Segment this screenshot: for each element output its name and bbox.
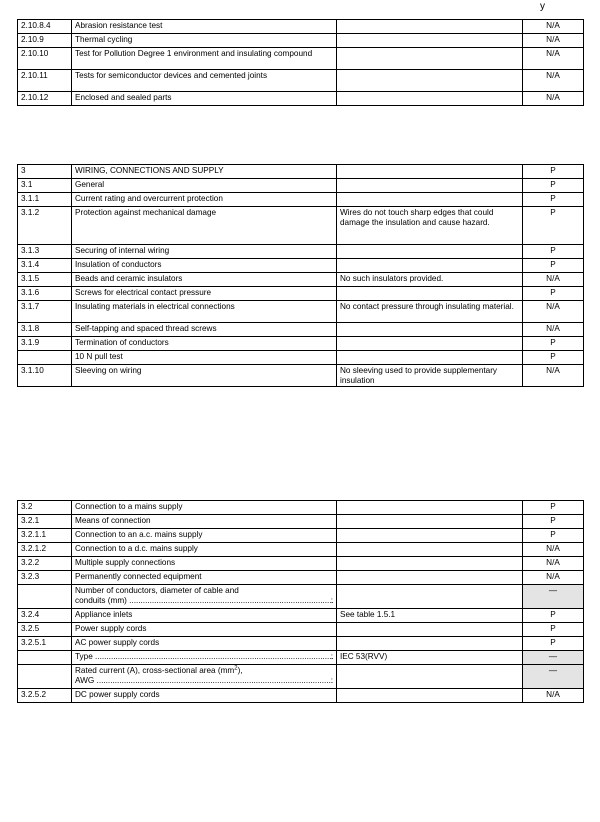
clause-requirement: Self-tapping and spaced thread screws — [72, 323, 337, 337]
clause-verdict: N/A — [523, 543, 584, 557]
clause-verdict: N/A — [523, 557, 584, 571]
clause-verdict: N/A — [523, 70, 584, 92]
clause-verdict: N/A — [523, 301, 584, 323]
clause-verdict: N/A — [523, 365, 584, 387]
clause-requirement: Protection against mechanical damage — [72, 207, 337, 245]
clause-requirement: Multiple supply connections — [72, 557, 337, 571]
clause-result: No contact pressure through insulating material. — [337, 301, 523, 323]
clause-requirement: DC power supply cords — [72, 689, 337, 703]
clause-requirement: Abrasion resistance test — [72, 20, 337, 34]
table-row — [18, 273, 584, 287]
clause-requirement: Current rating and overcurrent protection — [72, 193, 337, 207]
clause-ref: 3.2.3 — [18, 571, 72, 585]
clause-ref — [18, 665, 72, 689]
clause-verdict: N/A — [523, 34, 584, 48]
clause-verdict: — — [523, 665, 584, 689]
clause-ref: 3.1.7 — [18, 301, 72, 323]
clause-result — [337, 20, 523, 34]
clause-result — [337, 323, 523, 337]
clause-result — [337, 48, 523, 70]
table-row — [18, 259, 584, 273]
table-row — [18, 34, 584, 48]
table-row — [18, 193, 584, 207]
leader-colon: : — [330, 595, 333, 605]
requirement-line: Number of conductors, diameter of cable and — [75, 586, 239, 595]
dotted-leader — [75, 652, 333, 662]
clause-requirement — [72, 651, 337, 665]
clause-result: No such insulators provided. — [337, 273, 523, 287]
clause-ref: 3.1.2 — [18, 207, 72, 245]
clause-ref: 3.2.5 — [18, 623, 72, 637]
clause-result — [337, 351, 523, 365]
clause-table-1 — [17, 19, 584, 106]
clause-ref: 3.1.1 — [18, 193, 72, 207]
clause-table-2 — [17, 164, 584, 387]
clause-requirement: Connection to a d.c. mains supply — [72, 543, 337, 557]
clause-verdict: P — [523, 193, 584, 207]
clause-result — [337, 34, 523, 48]
clause-requirement: Insulation of conductors — [72, 259, 337, 273]
requirement-text: Rated current (A), cross-sectional area (mm — [75, 666, 235, 675]
table-row — [18, 529, 584, 543]
clause-result: No sleeving used to provide supplementary insulation — [337, 365, 523, 387]
clause-verdict: N/A — [523, 323, 584, 337]
clause-requirement: General — [72, 179, 337, 193]
clause-verdict: P — [523, 351, 584, 365]
clause-result — [337, 623, 523, 637]
clause-result — [337, 70, 523, 92]
clause-requirement: WIRING, CONNECTIONS AND SUPPLY — [72, 165, 337, 179]
table-row — [18, 585, 584, 609]
clause-requirement — [72, 665, 337, 689]
clause-verdict: P — [523, 637, 584, 651]
clause-requirement: AC power supply cords — [72, 637, 337, 651]
clause-requirement: Permanently connected equipment — [72, 571, 337, 585]
clause-ref: 2.10.12 — [18, 92, 72, 106]
clause-ref: 3.1.9 — [18, 337, 72, 351]
clause-requirement — [72, 585, 337, 609]
table-row — [18, 689, 584, 703]
table-row — [18, 301, 584, 323]
clause-ref — [18, 651, 72, 665]
clause-verdict: P — [523, 501, 584, 515]
clause-ref: 3.2 — [18, 501, 72, 515]
clause-verdict: — — [523, 585, 584, 609]
clause-requirement: Thermal cycling — [72, 34, 337, 48]
clause-ref: 3.2.1 — [18, 515, 72, 529]
clause-requirement: Tests for semiconductor devices and cemented joints — [72, 70, 337, 92]
page-mark: y — [540, 1, 545, 12]
clause-ref: 3.2.1.2 — [18, 543, 72, 557]
clause-requirement: Beads and ceramic insulators — [72, 273, 337, 287]
clause-ref: 3.2.5.2 — [18, 689, 72, 703]
clause-verdict: N/A — [523, 273, 584, 287]
clause-verdict: N/A — [523, 689, 584, 703]
clause-ref — [18, 585, 72, 609]
clause-ref — [18, 351, 72, 365]
clause-verdict: P — [523, 609, 584, 623]
clause-verdict: — — [523, 651, 584, 665]
clause-result: See table 1.5.1 — [337, 609, 523, 623]
table-row — [18, 165, 584, 179]
table-row — [18, 365, 584, 387]
clause-result — [337, 165, 523, 179]
clause-ref: 3.1.8 — [18, 323, 72, 337]
clause-result — [337, 515, 523, 529]
table-row — [18, 609, 584, 623]
table-row — [18, 665, 584, 689]
clause-result — [337, 179, 523, 193]
clause-verdict: N/A — [523, 92, 584, 106]
clause-verdict: P — [523, 529, 584, 543]
clause-table-3 — [17, 500, 584, 703]
clause-result — [337, 529, 523, 543]
clause-ref: 3 — [18, 165, 72, 179]
table-row — [18, 179, 584, 193]
clause-result — [337, 337, 523, 351]
clause-result: Wires do not touch sharp edges that could damage the insulation and cause hazard. — [337, 207, 523, 245]
table-row — [18, 571, 584, 585]
clause-ref: 3.1.4 — [18, 259, 72, 273]
requirement-line: Type — [75, 652, 93, 661]
clause-result — [337, 543, 523, 557]
clause-result — [337, 92, 523, 106]
clause-result — [337, 245, 523, 259]
table-row — [18, 20, 584, 34]
clause-requirement: Connection to an a.c. mains supply — [72, 529, 337, 543]
table-row — [18, 623, 584, 637]
table-row — [18, 501, 584, 515]
clause-ref: 3.1.6 — [18, 287, 72, 301]
table-row — [18, 245, 584, 259]
table-row — [18, 351, 584, 365]
clause-requirement: Securing of internal wiring — [72, 245, 337, 259]
clause-ref: 2.10.11 — [18, 70, 72, 92]
clause-requirement: 10 N pull test — [72, 351, 337, 365]
clause-requirement: Means of connection — [72, 515, 337, 529]
clause-result — [337, 689, 523, 703]
clause-result — [337, 665, 523, 689]
clause-result: IEC 53(RVV) — [337, 651, 523, 665]
clause-requirement: Appliance inlets — [72, 609, 337, 623]
clause-verdict: N/A — [523, 20, 584, 34]
clause-requirement: Power supply cords — [72, 623, 337, 637]
table-row — [18, 637, 584, 651]
table-row — [18, 543, 584, 557]
clause-ref: 2.10.10 — [18, 48, 72, 70]
requirement-line: AWG — [75, 675, 95, 685]
clause-result — [337, 557, 523, 571]
clause-verdict: P — [523, 259, 584, 273]
table-row — [18, 515, 584, 529]
clause-ref: 3.2.4 — [18, 609, 72, 623]
clause-ref: 3.2.1.1 — [18, 529, 72, 543]
table-row — [18, 287, 584, 301]
clause-ref: 3.1 — [18, 179, 72, 193]
clause-ref: 3.1.3 — [18, 245, 72, 259]
clause-ref: 3.2.5.1 — [18, 637, 72, 651]
clause-requirement: Screws for electrical contact pressure — [72, 287, 337, 301]
clause-requirement: Connection to a mains supply — [72, 501, 337, 515]
clause-result — [337, 287, 523, 301]
superscript: 2 — [234, 665, 238, 672]
requirement-text: ), — [237, 666, 243, 675]
dotted-leader — [75, 596, 333, 606]
clause-result — [337, 193, 523, 207]
table-row — [18, 337, 584, 351]
clause-requirement: Enclosed and sealed parts — [72, 92, 337, 106]
clause-verdict: P — [523, 337, 584, 351]
clause-result — [337, 259, 523, 273]
clause-ref: 2.10.8.4 — [18, 20, 72, 34]
dotted-leader — [75, 676, 333, 686]
clause-verdict: P — [523, 515, 584, 529]
clause-requirement: Sleeving on wiring — [72, 365, 337, 387]
table-row — [18, 651, 584, 665]
clause-verdict: P — [523, 207, 584, 245]
leader-colon: : — [330, 675, 333, 685]
clause-verdict: P — [523, 287, 584, 301]
clause-ref: 3.1.10 — [18, 365, 72, 387]
clause-result — [337, 501, 523, 515]
table-row — [18, 48, 584, 70]
table-row — [18, 557, 584, 571]
clause-requirement: Termination of conductors — [72, 337, 337, 351]
clause-verdict: P — [523, 165, 584, 179]
table-row — [18, 92, 584, 106]
clause-requirement: Test for Pollution Degree 1 environment and insulating compound — [72, 48, 337, 70]
clause-ref: 3.2.2 — [18, 557, 72, 571]
clause-result — [337, 571, 523, 585]
leader-colon: : — [330, 652, 333, 661]
clause-ref: 3.1.5 — [18, 273, 72, 287]
clause-ref: 2.10.9 — [18, 34, 72, 48]
clause-verdict: P — [523, 245, 584, 259]
clause-result — [337, 637, 523, 651]
clause-verdict: N/A — [523, 48, 584, 70]
table-row — [18, 207, 584, 245]
clause-verdict: P — [523, 623, 584, 637]
clause-result — [337, 585, 523, 609]
table-row — [18, 70, 584, 92]
table-row — [18, 323, 584, 337]
requirement-line — [75, 666, 333, 676]
clause-verdict: P — [523, 179, 584, 193]
clause-requirement: Insulating materials in electrical connections — [72, 301, 337, 323]
clause-verdict: N/A — [523, 571, 584, 585]
requirement-line: conduits (mm) — [75, 595, 127, 605]
